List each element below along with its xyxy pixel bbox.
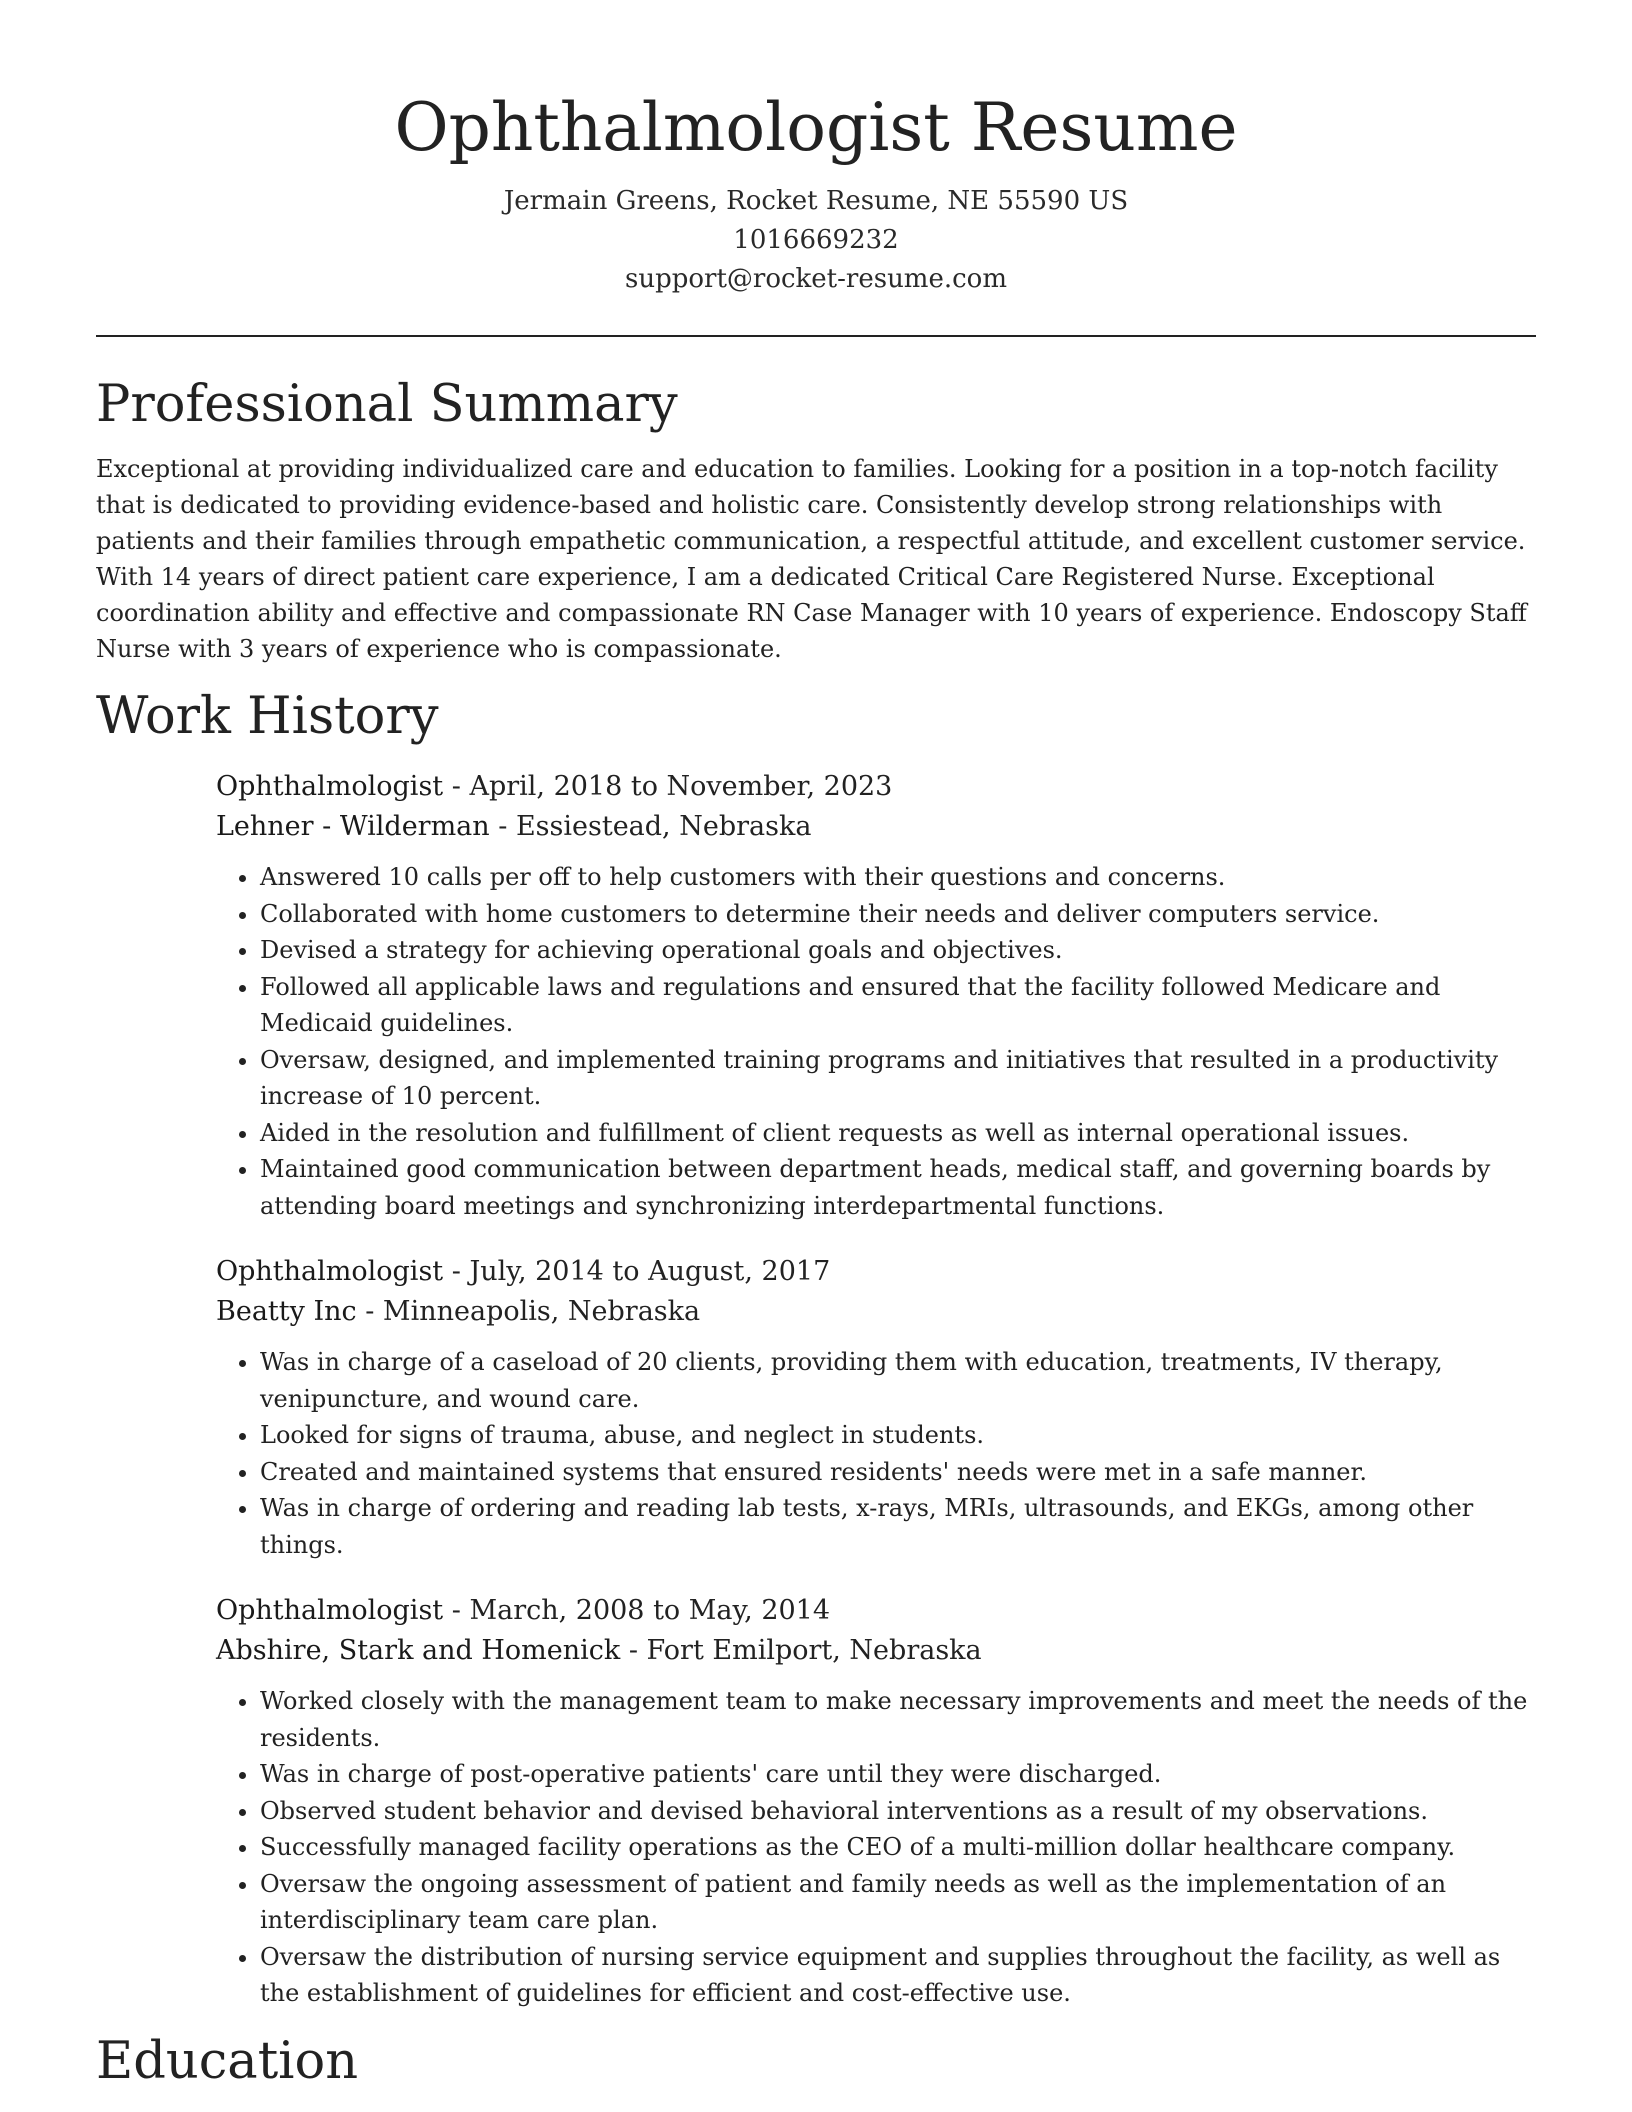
job-bullet: • Was in charge of ordering and reading lab tests, x-rays, MRIs, ultrasounds, and EKGs, among other things. bbox=[260, 1490, 1536, 1563]
job-dates: - April, 2018 to November, 2023 bbox=[443, 771, 893, 802]
job-entry bbox=[216, 1252, 1536, 1563]
job-bullet: • Observed student behavior and devised behavioral interventions as a result of my observations. bbox=[260, 1793, 1536, 1830]
job-bullet: • Answered 10 calls per off to help customers with their questions and concerns. bbox=[260, 859, 1536, 896]
work-history-heading: Work History bbox=[96, 687, 439, 746]
job-bullet: • Oversaw, designed, and implemented training programs and initiatives that resulted in a productivity increase of 10 percent. bbox=[260, 1042, 1536, 1115]
job-company: Lehner - Wilderman bbox=[216, 811, 490, 842]
job-bullet: • Successfully managed facility operations as the CEO of a multi-million dollar healthcare company. bbox=[260, 1829, 1536, 1866]
job-bullet: • Collaborated with home customers to determine their needs and deliver computers service. bbox=[260, 896, 1536, 933]
job-bullet: • Devised a strategy for achieving operational goals and objectives. bbox=[260, 932, 1536, 969]
job-bullet: • Was in charge of a caseload of 20 clients, providing them with education, treatments, IV therapy, venipuncture, and wound care. bbox=[260, 1344, 1536, 1417]
job-bullet: • Oversaw the distribution of nursing service equipment and supplies throughout the facility, as well as the establishment of guidelines for efficient and cost-effective use. bbox=[260, 1939, 1536, 2012]
job-title: Ophthalmologist bbox=[216, 1256, 444, 1287]
resume-header bbox=[96, 0, 1536, 299]
job-bullets bbox=[216, 1344, 1536, 1563]
job-company: Abshire, Stark and Homenick bbox=[216, 1635, 621, 1666]
job-bullet: • Worked closely with the management team to make necessary improvements and meet the needs of the residents. bbox=[260, 1683, 1536, 1756]
job-company: Beatty Inc bbox=[216, 1296, 357, 1327]
job-bullets bbox=[216, 1683, 1536, 2012]
education-section bbox=[96, 2030, 1536, 2094]
job-company-line bbox=[216, 1631, 1536, 1671]
job-bullets bbox=[216, 859, 1536, 1224]
work-history-section bbox=[96, 685, 1536, 2012]
job-bullet: • Created and maintained systems that ensured residents' needs were met in a safe manner. bbox=[260, 1454, 1536, 1491]
job-list bbox=[216, 767, 1536, 2012]
job-title-line bbox=[216, 1591, 1536, 1631]
job-bullet: • Oversaw the ongoing assessment of patient and family needs as well as the implementation of an interdisciplinary team care plan. bbox=[260, 1866, 1536, 1939]
contact-address: Jermain Greens, Rocket Resume, NE 55590 US bbox=[503, 186, 1129, 216]
job-title: Ophthalmologist bbox=[216, 771, 444, 802]
summary-section bbox=[96, 373, 1536, 667]
resume-title: Ophthalmologist Resume bbox=[394, 89, 1238, 166]
job-entry bbox=[216, 767, 1536, 1224]
job-dates: - July, 2014 to August, 2017 bbox=[443, 1256, 831, 1287]
job-location: - Fort Emilport, Nebraska bbox=[620, 1635, 982, 1666]
job-bullet: • Maintained good communication between department heads, medical staff, and governing boards by attending board meetings and synchronizing interdepartmental functions. bbox=[260, 1151, 1536, 1224]
job-company-line bbox=[216, 1292, 1536, 1332]
job-location: - Essiestead, Nebraska bbox=[489, 811, 812, 842]
header-divider bbox=[96, 335, 1536, 337]
job-location: - Minneapolis, Nebraska bbox=[356, 1296, 701, 1327]
job-title-line bbox=[216, 1252, 1536, 1292]
summary-heading: Professional Summary bbox=[96, 375, 678, 434]
contact-email: support@rocket-resume.com bbox=[624, 264, 1007, 294]
job-bullet: • Aided in the resolution and fulfillment of client requests as well as internal operational issues. bbox=[260, 1115, 1536, 1152]
job-bullet: • Followed all applicable laws and regulations and ensured that the facility followed Medicare and Medicaid guidelines. bbox=[260, 969, 1536, 1042]
job-company-line bbox=[216, 807, 1536, 847]
education-heading: Education bbox=[96, 2031, 359, 2091]
contact-info bbox=[96, 182, 1536, 299]
job-bullet: • Was in charge of post-operative patients' care until they were discharged. bbox=[260, 1756, 1536, 1793]
contact-phone: 1016669232 bbox=[733, 225, 899, 255]
job-title: Ophthalmologist bbox=[216, 1595, 444, 1626]
job-dates: - March, 2008 to May, 2014 bbox=[443, 1595, 831, 1626]
job-title-line bbox=[216, 767, 1536, 807]
resume-page bbox=[96, 0, 1536, 2094]
job-entry bbox=[216, 1591, 1536, 2012]
summary-text: Exceptional at providing individualized care and education to families. Looking for a position in a top-notch facility that is dedicated to providing evidence-based and holistic care. Consistently develop strong relationships with patients and their families through empathetic communication, a respectful attitude, and excellent customer service. With 14 years of direct patient care experience, I am a dedicated Critical Care Registered Nurse. Exceptional coordination ability and effective and compassionate RN Case Manager with 10 years of experience. Endoscopy Staff Nurse with 3 years of experience who is compassionate. bbox=[96, 455, 1527, 663]
job-bullet: • Looked for signs of trauma, abuse, and neglect in students. bbox=[260, 1417, 1536, 1454]
